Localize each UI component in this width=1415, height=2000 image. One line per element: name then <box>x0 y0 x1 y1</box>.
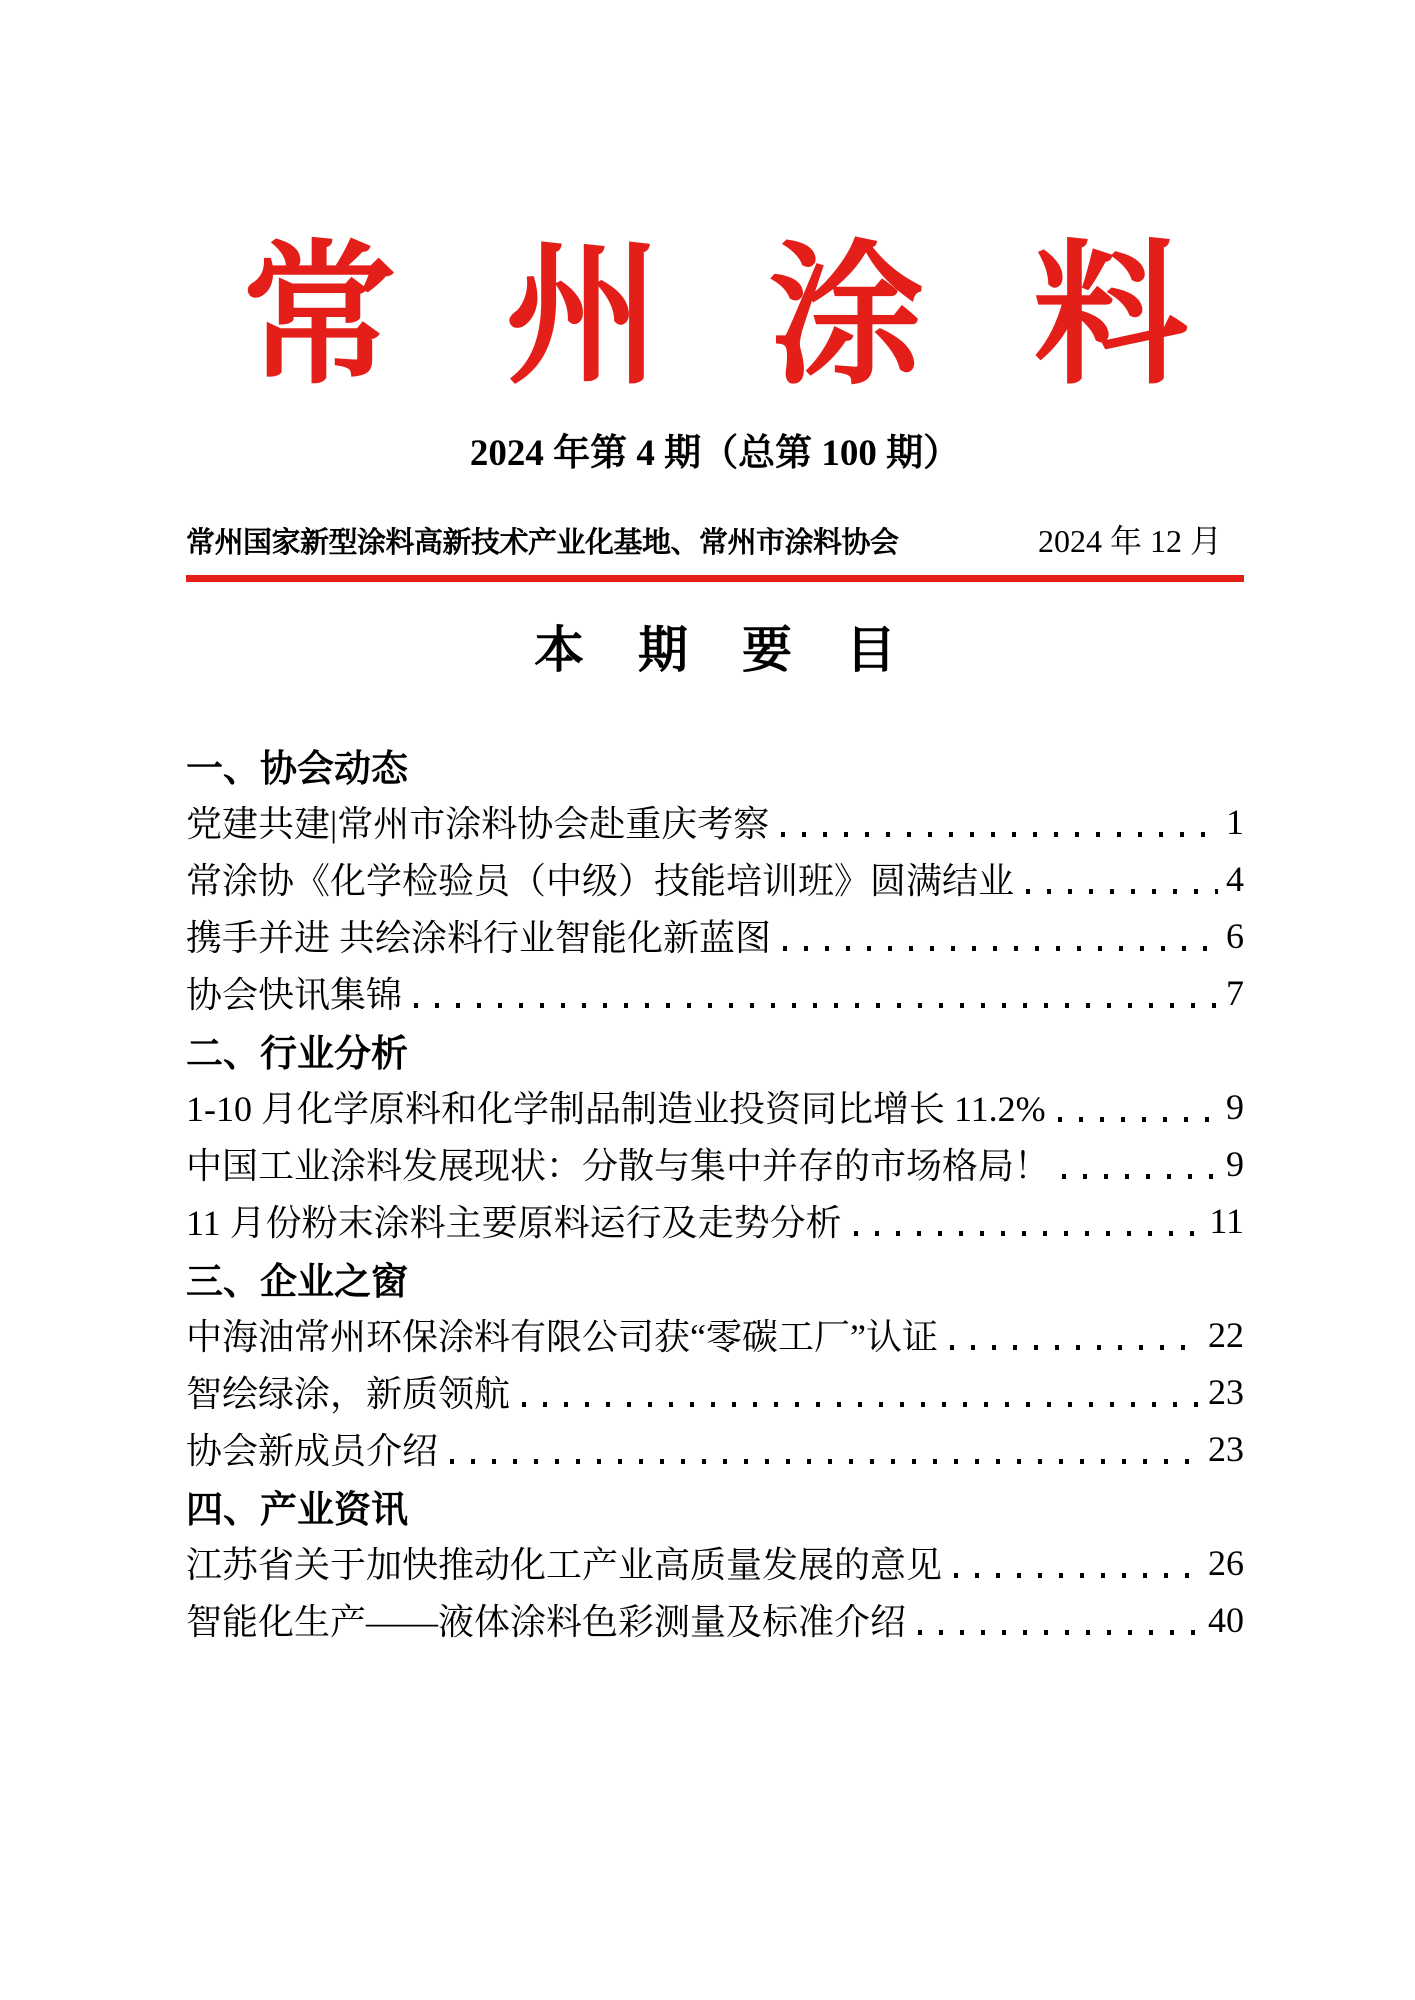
toc-entry-page: 40 <box>1208 1599 1244 1640</box>
dot-leader <box>783 946 1218 951</box>
dot-leader <box>414 1003 1218 1008</box>
dot-leader <box>954 1573 1200 1578</box>
toc-section-heading: 二、行业分析 <box>186 1032 408 1074</box>
toc-entry <box>186 1420 1244 1477</box>
toc-entry-page: 7 <box>1226 972 1244 1013</box>
toc-entry-title: 协会快讯集锦 <box>186 975 403 1016</box>
toc-entry-page: 9 <box>1226 1143 1244 1184</box>
toc-entry-page: 23 <box>1208 1428 1244 1469</box>
toc-entry <box>186 850 1244 907</box>
toc-entry-page: 11 <box>1209 1200 1244 1241</box>
toc-entry-title: 协会新成员介绍 <box>186 1431 439 1472</box>
toc-entry-title: 江苏省关于加快推动化工产业高质量发展的意见 <box>186 1545 943 1586</box>
toc-entry <box>186 793 1244 850</box>
toc-entry <box>186 1534 1244 1591</box>
toc-entry-title: 智绘绿涂，新质领航 <box>186 1374 511 1415</box>
toc <box>186 736 1244 1648</box>
toc-section-heading: 四、产业资讯 <box>186 1488 408 1530</box>
toc-heading: 本 期 要 目 <box>534 622 896 679</box>
toc-entry-page: 26 <box>1208 1542 1244 1583</box>
toc-entry <box>186 1078 1244 1135</box>
dot-leader <box>1026 889 1218 894</box>
toc-entry-title: 携手并进 共绘涂料行业智能化新蓝图 <box>186 918 772 959</box>
toc-section-heading: 三、企业之窗 <box>186 1260 408 1302</box>
dot-leader <box>1062 1174 1218 1179</box>
toc-entry-page: 23 <box>1208 1371 1244 1412</box>
toc-entry-title: 智能化生产——液体涂料色彩测量及标准介绍 <box>186 1602 907 1643</box>
toc-entry <box>186 1306 1244 1363</box>
toc-section-heading: 一、协会动态 <box>186 747 408 789</box>
toc-entry-title: 中海油常州环保涂料有限公司获“零碳工厂”认证 <box>186 1317 938 1358</box>
issue-line: 2024 年第 4 期（总第 100 期） <box>469 433 961 475</box>
dot-leader <box>522 1402 1200 1407</box>
toc-entry-page: 6 <box>1226 915 1244 956</box>
toc-entry-title: 常涂协《化学检验员（中级）技能培训班》圆满结业 <box>186 861 1015 902</box>
toc-entry-title: 中国工业涂料发展现状：分散与集中并存的市场格局！ <box>186 1146 1051 1187</box>
publication-date: 2024 年 12 月 <box>1037 523 1222 560</box>
publisher-row <box>186 516 1244 562</box>
newsletter-title: 常 州 涂 料 <box>241 231 1189 403</box>
toc-entry <box>186 1192 1244 1249</box>
toc-entry-title: 11 月份粉末涂料主要原料运行及走势分析 <box>186 1203 842 1244</box>
toc-entry <box>186 907 1244 964</box>
page-content <box>186 228 1244 1648</box>
publisher-name: 常州国家新型涂料高新技术产业化基地、常州市涂料协会 <box>186 527 899 560</box>
toc-entry <box>186 1591 1244 1648</box>
dot-leader <box>781 832 1218 837</box>
toc-entry-page: 4 <box>1226 858 1244 899</box>
dot-leader <box>450 1459 1200 1464</box>
dot-leader <box>1058 1117 1218 1122</box>
toc-entry <box>186 964 1244 1021</box>
toc-entry-title: 1-10 月化学原料和化学制品制造业投资同比增长 11.2% <box>186 1089 1046 1130</box>
dot-leader <box>950 1345 1200 1350</box>
toc-entry <box>186 1363 1244 1420</box>
toc-entry-page: 1 <box>1226 801 1244 842</box>
red-divider <box>186 575 1244 582</box>
toc-entry-page: 22 <box>1208 1314 1244 1355</box>
toc-entry-page: 9 <box>1226 1086 1244 1127</box>
toc-entry <box>186 1135 1244 1192</box>
dot-leader <box>854 1231 1202 1236</box>
dot-leader <box>918 1630 1200 1635</box>
toc-entry-title: 党建共建|常州市涂料协会赴重庆考察 <box>186 804 770 845</box>
